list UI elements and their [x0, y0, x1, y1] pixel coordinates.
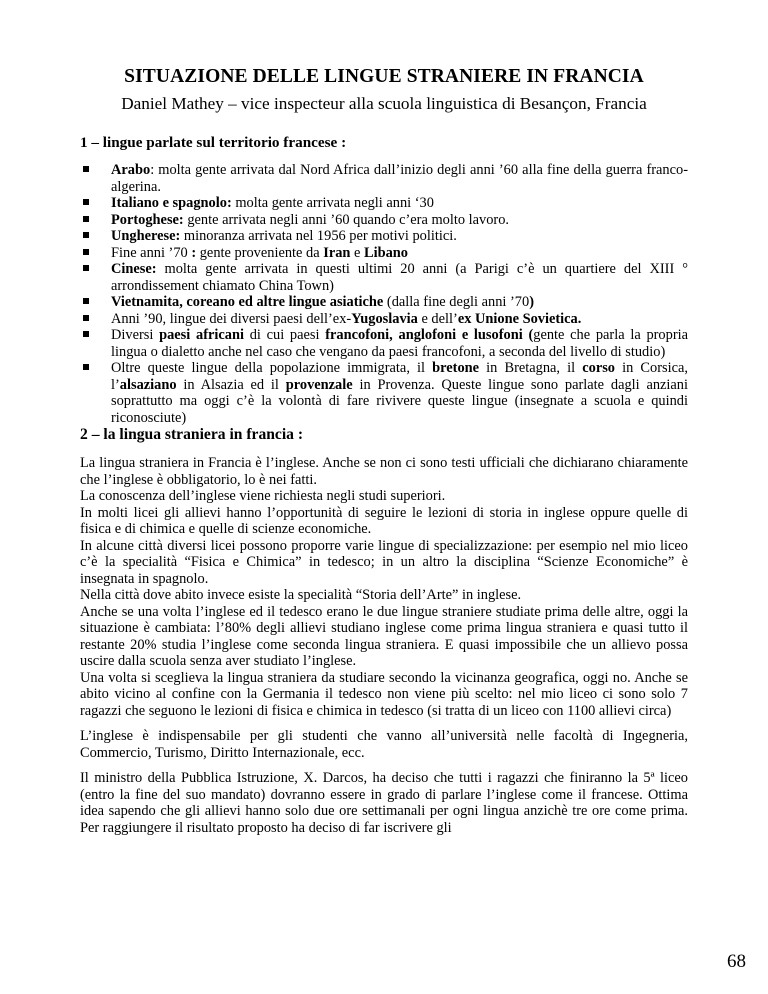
- page-number: 68: [727, 951, 746, 972]
- square-bullet-icon: [83, 216, 89, 222]
- paragraph-line: La conoscenza dell’inglese viene richiesta negli studi superiori.: [80, 488, 446, 504]
- list-item: Oltre queste lingue della popolazione immigrata, il bretone in Bretagna, il corso in Corsica, l’alsaziano in Alsazia ed il provenzale in Provenza. Queste lingue sono parlate dagli anziani soprattutto ma oggi c’è la volontà di fare rivivere queste lingue (insegnate a scuola e quindi riconosciute): [80, 360, 688, 426]
- list-item: Italiano e spagnolo: molta gente arrivata negli anni ‘30: [80, 195, 688, 212]
- list-item: Diversi paesi africani di cui paesi francofoni, anglofoni e lusofoni (gente che parla la propria lingua o dialetto anche nel caso che vengano da paesi francofoni, a seconda del livello di studio): [80, 327, 688, 360]
- section-1-heading: 1 – lingue parlate sul territorio francese :: [80, 134, 347, 151]
- languages-list: [80, 162, 688, 426]
- list-item: Cinese: molta gente arrivata in questi ultimi 20 anni (a Parigi c’è un quartiere del XIII ° arrondissement chiamato China Town): [80, 261, 688, 294]
- section-2-heading: 2 – la lingua straniera in francia :: [80, 426, 304, 443]
- paragraph-line: In molti licei gli allievi hanno l’opportunità di seguire le lezioni di storia in inglese oppure quelle di fisica e di chimica e quelle di scienze economiche.: [80, 504, 688, 537]
- square-bullet-icon: [83, 364, 89, 370]
- paragraph: Il ministro della Pubblica Istruzione, X. Darcos, ha deciso che tutti i ragazzi che finiranno la 5ª liceo (entro la fine del suo mandato) dovranno essere in grado di parlare l’inglese come il francese. Ottima idea sapendo che gli allievi hanno solo due ore settimanali per ogni lingua anzichè tre ore come prima. Per raggiungere il risultato proposto ha deciso di far iscrivere gli: [80, 770, 688, 836]
- list-item: Vietnamita, coreano ed altre lingue asiatiche (dalla fine degli anni ’70): [80, 294, 688, 311]
- square-bullet-icon: [83, 331, 89, 337]
- list-item: Arabo: molta gente arrivata dal Nord Africa dall’inizio degli anni ’60 alla fine della guerra franco-algerina.: [80, 162, 688, 195]
- list-item: Ungherese: minoranza arrivata nel 1956 per motivi politici.: [80, 228, 688, 245]
- paragraph-block: [80, 455, 688, 719]
- list-item: Portoghese: gente arrivata negli anni ’60 quando c’era molto lavoro.: [80, 212, 688, 229]
- document-title: SITUAZIONE DELLE LINGUE STRANIERE IN FRANCIA: [124, 66, 644, 87]
- section-2-body: [80, 455, 688, 836]
- paragraph: L’inglese è indispensabile per gli studenti che vanno all’università nelle facoltà di Ingegneria, Commercio, Turismo, Diritto Internazionale, ecc.: [80, 728, 688, 761]
- paragraph-line: Nella città dove abito invece esiste la specialità “Storia dell’Arte” in inglese.: [80, 587, 522, 603]
- paragraph-line: Una volta si sceglieva la lingua straniera da studiare secondo la vicinanza geografica, oggi no. Anche se abito vicino al confine con la Germania il tedesco non viene più scelto: nel mio liceo ci sono solo 7 ragazzi che seguono le lezioni di fisica e chimica in tedesco (si tratta di un liceo con 1100 allievi circa): [80, 669, 688, 719]
- square-bullet-icon: [83, 298, 89, 304]
- square-bullet-icon: [83, 265, 89, 271]
- paragraph-line: La lingua straniera in Francia è l’inglese. Anche se non ci sono testi ufficiali che dichiarano chiaramente che l’inglese è obbligatorio, lo è nei fatti.: [80, 455, 688, 488]
- list-item: Fine anni ’70 : gente proveniente da Iran e Libano: [80, 245, 688, 262]
- square-bullet-icon: [83, 249, 89, 255]
- document-subtitle: Daniel Mathey – vice inspecteur alla scuola linguistica di Besançon, Francia: [121, 94, 647, 113]
- square-bullet-icon: [83, 315, 89, 321]
- square-bullet-icon: [83, 199, 89, 205]
- paragraph-line: Anche se una volta l’inglese ed il tedesco erano le due lingue straniere studiate prima delle altre, oggi la situazione è cambiata: l’80% degli allievi studiano inglese come prima lingua straniera e quasi tutto il restante 20% studia l’inglese come seconda lingua straniera. E quasi impossibile che un allievo possa uscire dalla scuola senza aver studiato l’inglese.: [80, 603, 688, 669]
- paragraph-line: In alcune città diversi licei possono proporre varie lingue di specializzazione: per esempio nel mio liceo c’è la specialità “Fisica e Chimica” in tedesco; in un altro la disciplina “Scienze Economiche” è insegnata in spagnolo.: [80, 537, 688, 587]
- square-bullet-icon: [83, 166, 89, 172]
- square-bullet-icon: [83, 232, 89, 238]
- list-item: Anni ’90, lingue dei diversi paesi dell’ex-Yugoslavia e dell’ex Unione Sovietica.: [80, 311, 688, 328]
